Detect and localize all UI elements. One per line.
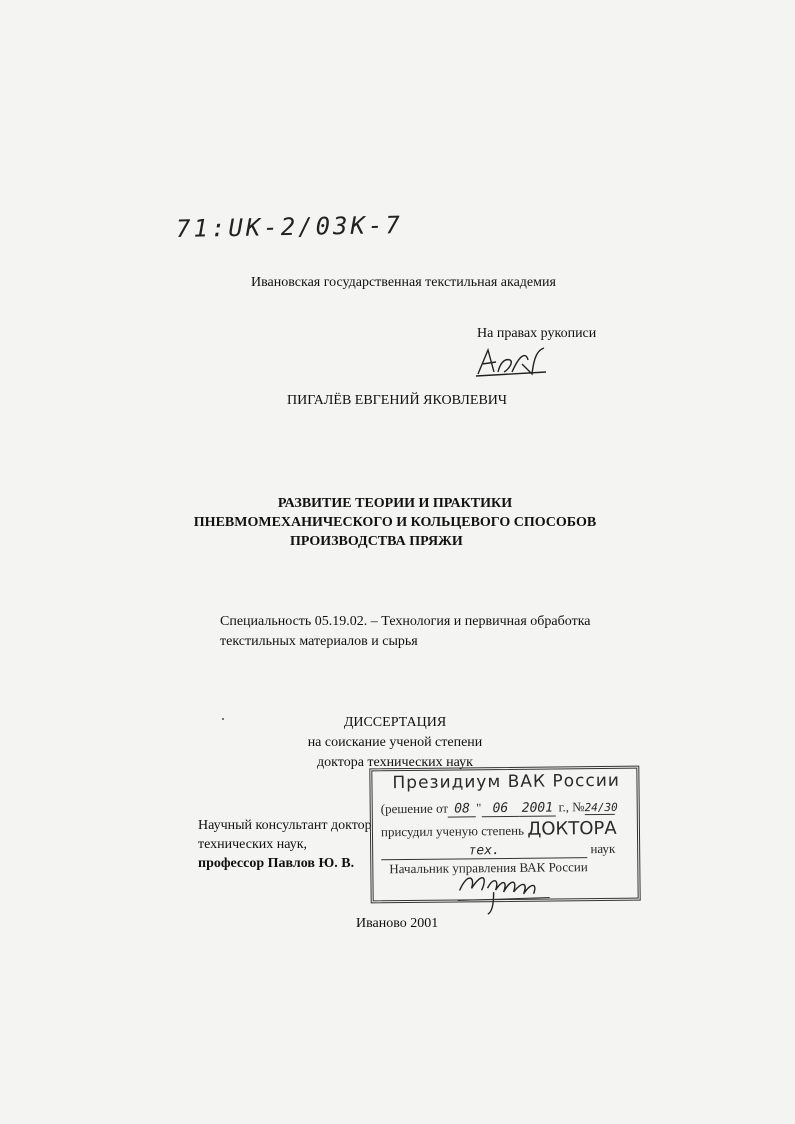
city-year: Иваново 2001: [356, 916, 439, 931]
specialty-line-1: Специальность 05.19.02. – Технология и первичная обработка: [220, 614, 591, 629]
stamp-decision-row: (решение от 08 " 06 2001 г., №24/30: [380, 799, 618, 817]
decision-month: 06: [481, 801, 519, 817]
consultant-line-1: Научный консультант доктор: [198, 818, 372, 833]
handwritten-catalog-code: 71:UK-2/03K-7: [175, 211, 404, 243]
manuscript-note: На правах рукописи: [477, 326, 597, 341]
degree-purpose: на соискание ученой степени: [307, 735, 483, 750]
stamp-science-row: [381, 841, 615, 860]
scan-speck: [222, 718, 224, 720]
institution-name: Ивановская государственная текстильная академия: [251, 275, 556, 290]
degree-name: доктора технических наук: [317, 755, 473, 770]
dissertation-title: [160, 494, 630, 551]
vak-stamp: [369, 766, 640, 904]
decision-g-label: г., №: [558, 799, 585, 815]
decision-prefix: (решение от: [380, 800, 449, 817]
specialty-line-2: текстильных материалов и сырья: [220, 634, 418, 649]
awarded-text: присудил ученую степень: [380, 822, 525, 840]
decision-day: 08: [448, 801, 476, 817]
dissertation-heading: ДИССЕРТАЦИЯ: [343, 715, 447, 730]
title-line-2: ПНЕВМОМЕХАНИЧЕСКОГО И КОЛЬЦЕВОГО СПОСОБОВ: [193, 515, 597, 530]
chief-signature: [453, 863, 554, 916]
decision-number: 24/30: [584, 800, 618, 815]
scientific-consultant: [198, 816, 372, 873]
science-field: тех.: [381, 842, 587, 860]
decision-year: 2001: [519, 800, 555, 816]
consultant-line-2: технических наук,: [198, 837, 308, 852]
stamp-chief-row: Начальник управления ВАК России: [389, 859, 588, 877]
title-line-3: ПРОИЗВОДСТВА ПРЯЖИ: [290, 534, 463, 549]
degree-word: ДОКТОРА: [527, 817, 617, 840]
author-name: ПИГАЛЁВ ЕВГЕНИЙ ЯКОВЛЕВИЧ: [287, 393, 507, 408]
specialty: [220, 612, 591, 652]
consultant-name: профессор Павлов Ю. В.: [198, 856, 355, 871]
stamp-header: Президиум ВАК России: [392, 770, 620, 794]
stamp-degree-row: [381, 818, 617, 841]
title-line-1: РАЗВИТИЕ ТЕОРИИ И ПРАКТИКИ: [277, 496, 513, 511]
author-signature: [474, 344, 554, 382]
science-suffix: наук: [590, 840, 616, 857]
dissertation-label: [290, 713, 500, 773]
